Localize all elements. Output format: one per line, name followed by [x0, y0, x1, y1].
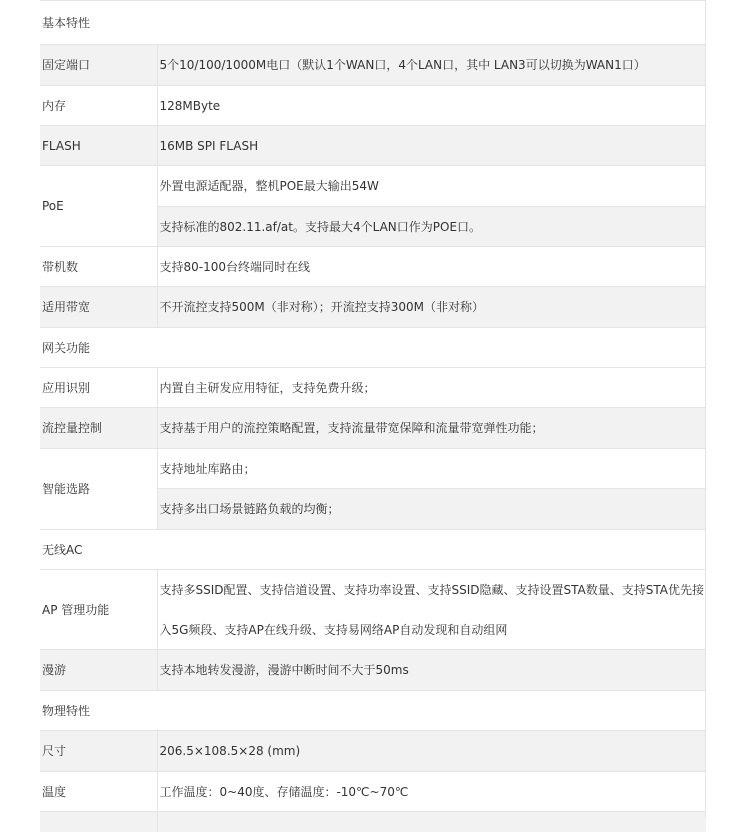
- table-row: [40, 86, 706, 126]
- row-value: 入5G频段、支持AP在线升级、支持易网络AP自动发现和自动组网: [157, 610, 706, 650]
- row-label: 带机数: [40, 247, 157, 287]
- table-row: [40, 408, 706, 449]
- row-value: 5个10/100/1000M电口（默认1个WAN口，4个LAN口，其中 LAN3可以切换为WAN1口）: [157, 45, 706, 86]
- section-title-basic: 基本特性: [40, 1, 706, 45]
- row-value: 支持本地转发漫游，漫游中断时间不大于50ms: [157, 650, 706, 691]
- row-label: 固定端口: [40, 45, 157, 86]
- row-label: 智能选路: [40, 449, 157, 530]
- row-label-empty: [40, 812, 157, 832]
- table-row-partial: [40, 812, 706, 832]
- row-label: FLASH: [40, 126, 157, 166]
- row-value-empty: [157, 812, 706, 832]
- table-row: [40, 247, 706, 287]
- row-value: 工作温度：0~40度、存储温度：-10℃~70℃: [157, 772, 706, 812]
- table-row: [40, 126, 706, 166]
- row-value: 支持80-100台终端同时在线: [157, 247, 706, 287]
- section-title-gateway: 网关功能: [40, 328, 706, 368]
- row-label: 应用识别: [40, 368, 157, 408]
- table-row: [40, 731, 706, 772]
- row-label: 温度: [40, 772, 157, 812]
- section-row-gateway: [40, 328, 706, 368]
- row-value: 支持基于用户的流控策略配置，支持流量带宽保障和流量带宽弹性功能；: [157, 408, 706, 449]
- table-row: [40, 45, 706, 86]
- row-label: PoE: [40, 166, 157, 247]
- section-title-physical: 物理特性: [40, 691, 706, 731]
- row-value: 外置电源适配器，整机POE最大输出54W: [157, 166, 706, 207]
- row-label: AP 管理功能: [40, 570, 157, 650]
- table-row: [40, 368, 706, 408]
- row-value: 支持多出口场景链路负载的均衡；: [157, 489, 706, 530]
- table-row: [40, 287, 706, 328]
- section-row-wireless: [40, 530, 706, 570]
- row-value: 不开流控支持500M（非对称）；开流控支持300M（非对称）: [157, 287, 706, 328]
- table-row: [40, 650, 706, 691]
- table-right-border: [705, 0, 706, 817]
- row-value: 16MB SPI FLASH: [157, 126, 706, 166]
- table-row: [40, 166, 706, 207]
- row-label: 尺寸: [40, 731, 157, 772]
- table-row: [40, 772, 706, 812]
- row-value: 支持多SSID配置、支持信道设置、支持功率设置、支持SSID隐藏、支持设置STA数量、支持STA优先接: [157, 570, 706, 610]
- row-label: 漫游: [40, 650, 157, 691]
- section-row-basic: [40, 1, 706, 45]
- row-label: 适用带宽: [40, 287, 157, 328]
- spec-table: [40, 0, 706, 832]
- row-value: 内置自主研发应用特征，支持免费升级；: [157, 368, 706, 408]
- row-label: 流控量控制: [40, 408, 157, 449]
- table-row: [40, 449, 706, 489]
- row-value: 支持标准的802.11.af/at。支持最大4个LAN口作为POE口。: [157, 207, 706, 247]
- row-value: 支持地址库路由；: [157, 449, 706, 489]
- section-row-physical: [40, 691, 706, 731]
- row-value: 128MByte: [157, 86, 706, 126]
- section-title-wireless: 无线AC: [40, 530, 706, 570]
- row-label: 内存: [40, 86, 157, 126]
- table-row: [40, 570, 706, 610]
- row-value: 206.5×108.5×28 (mm): [157, 731, 706, 772]
